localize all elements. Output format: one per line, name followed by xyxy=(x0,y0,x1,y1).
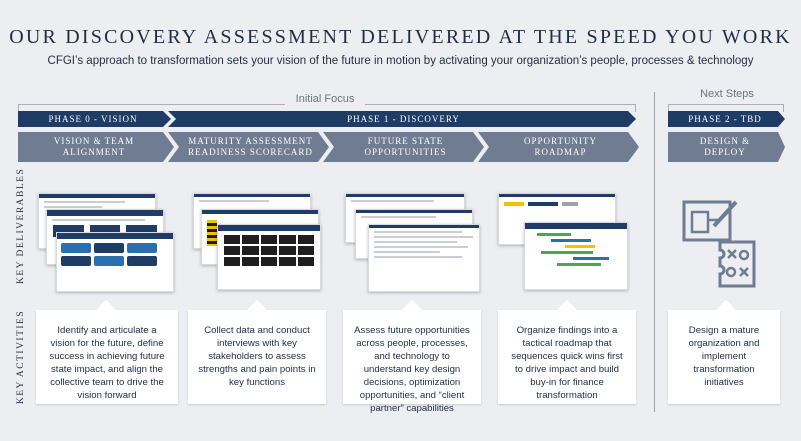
key-activities-label: KEY ACTIVITIES xyxy=(16,309,26,405)
next-steps-label: Next Steps xyxy=(690,88,764,100)
deliverable-thumbnail xyxy=(56,232,174,292)
stage-future-label xyxy=(333,132,478,162)
phase-divider xyxy=(654,92,655,412)
stage-line: FUTURE STATE xyxy=(367,136,444,146)
activity-notch xyxy=(96,300,116,310)
key-deliverables-label: KEY DELIVERABLES xyxy=(16,167,26,284)
phase0-label: PHASE 0 - VISION xyxy=(48,113,138,124)
stage-roadmap-label xyxy=(488,132,633,162)
activity-notch xyxy=(716,300,736,310)
activity-future-state: Assess future opportunities across people, processes, and technology to understand key design decisions, optimization opportunities, and “client partner” capabilities xyxy=(343,310,481,404)
deliverable-thumbnail xyxy=(368,224,480,292)
stage-vision-label xyxy=(18,132,170,162)
activity-notch xyxy=(402,300,422,310)
deliverable-thumbnail xyxy=(524,222,628,290)
stage-line: OPPORTUNITY xyxy=(524,136,597,146)
deliverable-thumbnail xyxy=(217,224,321,290)
stage-line: MATURITY ASSESSMENT xyxy=(188,136,313,146)
activity-notch xyxy=(557,300,577,310)
stage-line: DEPLOY xyxy=(704,147,746,157)
stage-line: OPPORTUNITIES xyxy=(364,147,447,157)
activity-maturity: Collect data and conduct interviews with key stakeholders to assess strengths and pain points in key functions xyxy=(188,310,326,404)
phase1-label: PHASE 1 - DISCOVERY xyxy=(347,113,460,124)
initial-focus-label: Initial Focus xyxy=(285,93,365,105)
strategy-play-icon xyxy=(714,238,762,290)
activity-notch xyxy=(247,300,267,310)
stage-line: ROADMAP xyxy=(534,147,587,157)
stage-line: READINESS SCORECARD xyxy=(188,147,313,157)
page-subtitle: CFGI’s approach to transformation sets your vision of the future in motion by activating your organization’s people, processes & technology xyxy=(47,55,754,67)
activity-design: Design a mature organization and implement transformation initiatives xyxy=(668,310,780,404)
stage-line: DESIGN & xyxy=(699,136,751,146)
phase2-label: PHASE 2 - TBD xyxy=(688,113,762,124)
page-title: OUR DISCOVERY ASSESSMENT DELIVERED AT THE SPEED YOU WORK xyxy=(9,26,792,48)
activity-roadmap: Organize findings into a tactical roadmap that sequences quick wins first to drive impact and build buy-in for finance transformation xyxy=(498,310,636,404)
stage-maturity-label xyxy=(178,132,323,162)
stage-design-label xyxy=(668,132,782,162)
stage-line: VISION & TEAM xyxy=(53,136,135,146)
activity-vision: Identify and articulate a vision for the future, define success in achieving future state impact, and align the collective team to drive the vision forward xyxy=(36,310,178,404)
stage-line: ALIGNMENT xyxy=(62,147,126,157)
